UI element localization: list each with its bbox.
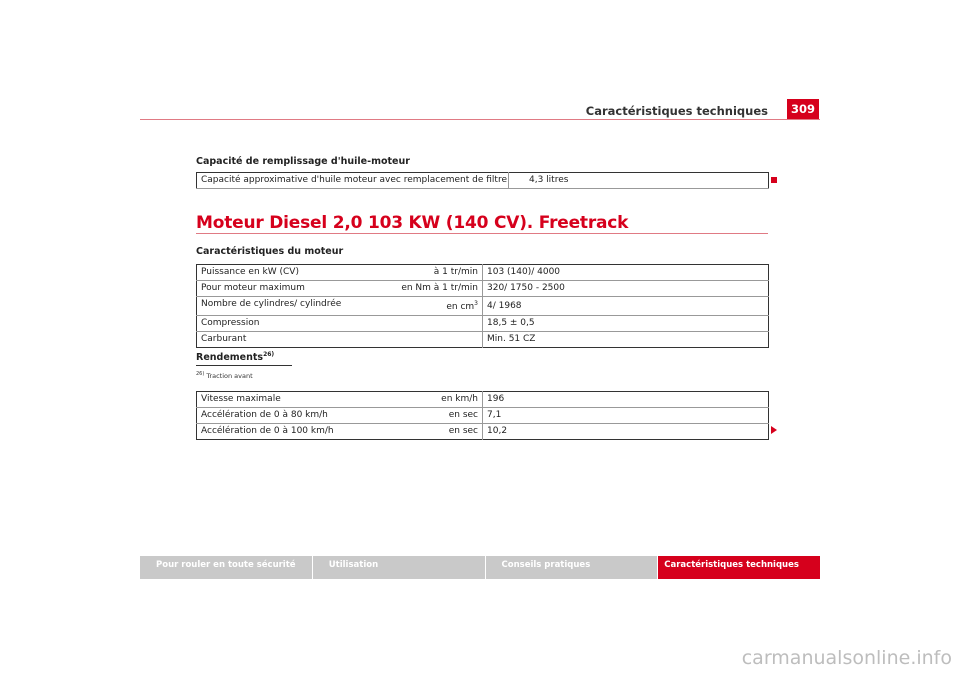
engine-row-unit <box>367 316 483 332</box>
performance-row-label: Accélération de 0 à 80 km/h <box>197 408 367 424</box>
table-row <box>197 332 769 348</box>
engine-row-label: Pour moteur maximum <box>197 281 367 297</box>
page-number: 309 <box>787 99 819 119</box>
performance-row-unit: en sec <box>367 408 483 424</box>
oil-capacity-table <box>196 172 769 189</box>
engine-row-value: 320/ 1750 - 2500 <box>483 281 769 297</box>
performance-heading-text: Rendements <box>196 352 264 363</box>
performance-row-unit: en sec <box>367 424 483 440</box>
engine-table <box>196 264 769 348</box>
performance-row-unit: en km/h <box>367 392 483 408</box>
page-header-title: Caractéristiques techniques <box>585 104 768 118</box>
watermark: carmanualsonline.info <box>741 647 952 669</box>
engine-row-value: 4/ 1968 <box>483 297 769 316</box>
header-divider <box>140 119 820 120</box>
footnote-mark: 26) <box>196 370 205 377</box>
nav-tab-practical-advice[interactable]: Conseils pratiques <box>486 556 658 579</box>
nav-tab-usage[interactable]: Utilisation <box>313 556 485 579</box>
table-row <box>197 297 769 316</box>
performance-row-label: Vitesse maximale <box>197 392 367 408</box>
engine-row-label: Compression <box>197 316 367 332</box>
performance-row-value: 196 <box>483 392 769 408</box>
engine-row-unit <box>367 332 483 348</box>
section-divider <box>196 233 768 234</box>
table-row <box>197 424 769 440</box>
performance-heading <box>196 352 274 363</box>
bottom-nav <box>140 556 820 579</box>
table-row <box>197 265 769 281</box>
nav-tab-technical-specs[interactable]: Caractéristiques techniques <box>658 556 820 579</box>
engine-row-unit <box>367 297 483 316</box>
footnote-reference: 26) <box>263 350 275 358</box>
engine-row-label: Carburant <box>201 334 247 344</box>
table-row <box>197 408 769 424</box>
engine-heading: Caractéristiques du moteur <box>196 246 344 257</box>
engine-row-unit: à 1 tr/min <box>367 265 483 281</box>
oil-capacity-value: 4,3 litres <box>509 173 769 189</box>
engine-row-value: 18,5 ± 0,5 <box>483 316 769 332</box>
performance-row-value: 7,1 <box>483 408 769 424</box>
engine-row-label: Nombre de cylindres/ cylindrée <box>197 297 367 316</box>
engine-unit-text: en cm <box>446 302 475 312</box>
section-title: Moteur Diesel 2,0 103 KW (140 CV). Freetrack <box>196 213 629 233</box>
footnote-text: Traction avant <box>206 372 253 380</box>
performance-row-label: Accélération de 0 à 100 km/h <box>201 426 334 436</box>
footnote-divider <box>196 365 292 366</box>
table-row <box>197 316 769 332</box>
engine-row-label: Puissance en kW (CV) <box>197 265 367 281</box>
table-row <box>197 392 769 408</box>
section-end-marker <box>771 177 777 183</box>
performance-row-value: 10,2 <box>487 426 508 436</box>
oil-capacity-label: Capacité approximative d'huile moteur avec remplacement de filtre <box>197 173 509 189</box>
performance-table <box>196 391 769 440</box>
engine-row-value: 103 (140)/ 4000 <box>483 265 769 281</box>
engine-unit-superscript: 3 <box>474 300 478 307</box>
continue-arrow-icon <box>771 426 777 434</box>
engine-row-value: Min. 51 CZ <box>487 334 536 344</box>
table-row <box>197 173 769 189</box>
table-row <box>197 281 769 297</box>
footnote <box>196 372 253 380</box>
nav-tab-safety[interactable]: Pour rouler en toute sécurité <box>140 556 312 579</box>
engine-row-unit: en Nm à 1 tr/min <box>367 281 483 297</box>
oil-capacity-heading: Capacité de remplissage d'huile-moteur <box>196 156 410 167</box>
